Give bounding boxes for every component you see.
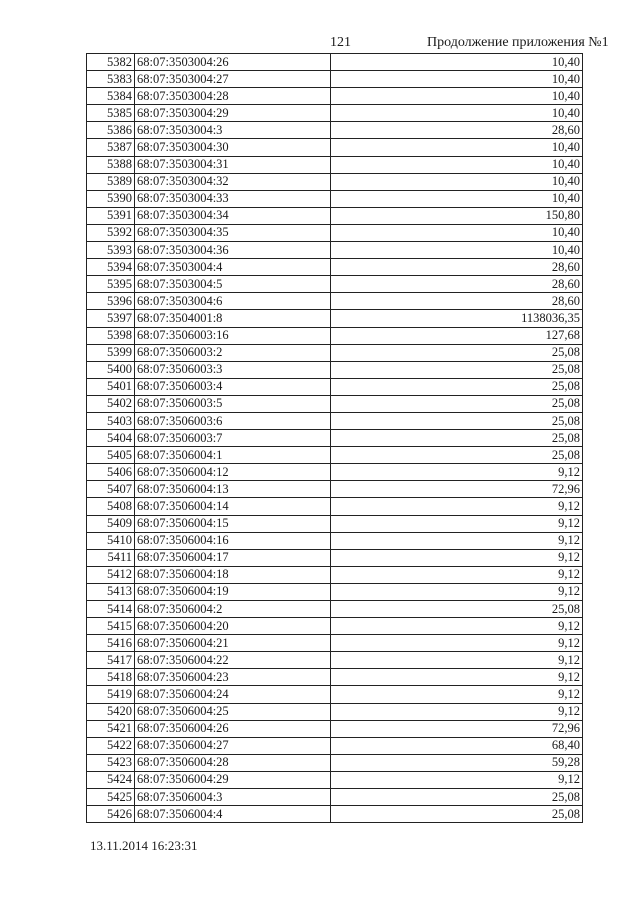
table-row bbox=[87, 344, 583, 361]
row-value: 25,08 bbox=[331, 447, 583, 464]
table-row bbox=[87, 515, 583, 532]
cadastral-number: 68:07:3506004:26 bbox=[135, 720, 331, 737]
table-row bbox=[87, 430, 583, 447]
table-row bbox=[87, 310, 583, 327]
cadastral-number: 68:07:3506004:22 bbox=[135, 652, 331, 669]
cadastral-number: 68:07:3503004:6 bbox=[135, 293, 331, 310]
cadastral-number: 68:07:3503004:32 bbox=[135, 173, 331, 190]
row-value: 10,40 bbox=[331, 54, 583, 71]
row-value: 9,12 bbox=[331, 635, 583, 652]
cadastral-number: 68:07:3506004:12 bbox=[135, 464, 331, 481]
cadastral-number: 68:07:3506004:14 bbox=[135, 498, 331, 515]
table-row bbox=[87, 720, 583, 737]
row-number: 5412 bbox=[87, 566, 135, 583]
table-row bbox=[87, 276, 583, 293]
row-number: 5418 bbox=[87, 669, 135, 686]
row-number: 5396 bbox=[87, 293, 135, 310]
row-number: 5425 bbox=[87, 789, 135, 806]
row-value: 127,68 bbox=[331, 327, 583, 344]
row-number: 5410 bbox=[87, 532, 135, 549]
row-value: 68,40 bbox=[331, 737, 583, 754]
row-value: 10,40 bbox=[331, 71, 583, 88]
cadastral-number: 68:07:3506004:3 bbox=[135, 789, 331, 806]
row-value: 10,40 bbox=[331, 105, 583, 122]
table-row bbox=[87, 327, 583, 344]
row-value: 9,12 bbox=[331, 618, 583, 635]
row-value: 72,96 bbox=[331, 481, 583, 498]
cadastral-number: 68:07:3503004:31 bbox=[135, 156, 331, 173]
row-number: 5388 bbox=[87, 156, 135, 173]
table-row bbox=[87, 447, 583, 464]
cadastral-number: 68:07:3503004:27 bbox=[135, 71, 331, 88]
table-row bbox=[87, 378, 583, 395]
table-row bbox=[87, 122, 583, 139]
row-number: 5391 bbox=[87, 207, 135, 224]
cadastral-number: 68:07:3506004:21 bbox=[135, 635, 331, 652]
table-row bbox=[87, 293, 583, 310]
cadastral-number: 68:07:3503004:4 bbox=[135, 259, 331, 276]
cadastral-number: 68:07:3506004:1 bbox=[135, 447, 331, 464]
row-value: 25,08 bbox=[331, 601, 583, 618]
table-row bbox=[87, 242, 583, 259]
row-number: 5408 bbox=[87, 498, 135, 515]
row-value: 9,12 bbox=[331, 532, 583, 549]
row-number: 5401 bbox=[87, 378, 135, 395]
page-number: 121 bbox=[330, 35, 351, 50]
cadastral-number: 68:07:3503004:36 bbox=[135, 242, 331, 259]
table-row bbox=[87, 789, 583, 806]
row-value: 9,12 bbox=[331, 703, 583, 720]
table-row bbox=[87, 54, 583, 71]
continuation-heading: Продолжение приложения №1 bbox=[427, 35, 609, 50]
row-value: 28,60 bbox=[331, 276, 583, 293]
table-row bbox=[87, 190, 583, 207]
table-row bbox=[87, 207, 583, 224]
table-row bbox=[87, 224, 583, 241]
table-row bbox=[87, 259, 583, 276]
table-row bbox=[87, 361, 583, 378]
row-value: 25,08 bbox=[331, 344, 583, 361]
row-number: 5393 bbox=[87, 242, 135, 259]
row-number: 5403 bbox=[87, 412, 135, 429]
row-number: 5411 bbox=[87, 549, 135, 566]
row-number: 5424 bbox=[87, 771, 135, 788]
cadastral-number: 68:07:3503004:35 bbox=[135, 224, 331, 241]
cadastral-number: 68:07:3506003:5 bbox=[135, 395, 331, 412]
row-value: 1138036,35 bbox=[331, 310, 583, 327]
row-value: 72,96 bbox=[331, 720, 583, 737]
cadastral-number: 68:07:3506004:25 bbox=[135, 703, 331, 720]
row-number: 5423 bbox=[87, 754, 135, 771]
cadastral-number: 68:07:3506004:16 bbox=[135, 532, 331, 549]
row-value: 28,60 bbox=[331, 293, 583, 310]
row-number: 5407 bbox=[87, 481, 135, 498]
cadastral-number: 68:07:3504001:8 bbox=[135, 310, 331, 327]
row-number: 5394 bbox=[87, 259, 135, 276]
row-value: 9,12 bbox=[331, 566, 583, 583]
table-row bbox=[87, 771, 583, 788]
cadastral-number: 68:07:3506004:13 bbox=[135, 481, 331, 498]
row-number: 5404 bbox=[87, 430, 135, 447]
row-value: 9,12 bbox=[331, 771, 583, 788]
row-value: 25,08 bbox=[331, 806, 583, 823]
row-value: 25,08 bbox=[331, 395, 583, 412]
cadastral-number: 68:07:3503004:33 bbox=[135, 190, 331, 207]
row-value: 25,08 bbox=[331, 361, 583, 378]
table-row bbox=[87, 88, 583, 105]
row-value: 9,12 bbox=[331, 669, 583, 686]
cadastral-number: 68:07:3506004:20 bbox=[135, 618, 331, 635]
cadastral-number: 68:07:3503004:26 bbox=[135, 54, 331, 71]
cadastral-number: 68:07:3503004:29 bbox=[135, 105, 331, 122]
cadastral-number: 68:07:3506003:4 bbox=[135, 378, 331, 395]
table-row bbox=[87, 618, 583, 635]
row-value: 28,60 bbox=[331, 259, 583, 276]
cadastral-number: 68:07:3506003:7 bbox=[135, 430, 331, 447]
table-row bbox=[87, 566, 583, 583]
row-number: 5386 bbox=[87, 122, 135, 139]
table-row bbox=[87, 669, 583, 686]
registry-table bbox=[86, 53, 583, 823]
row-number: 5406 bbox=[87, 464, 135, 481]
table-row bbox=[87, 395, 583, 412]
row-value: 10,40 bbox=[331, 224, 583, 241]
row-number: 5384 bbox=[87, 88, 135, 105]
row-value: 9,12 bbox=[331, 652, 583, 669]
row-value: 9,12 bbox=[331, 583, 583, 600]
cadastral-number: 68:07:3506004:17 bbox=[135, 549, 331, 566]
row-number: 5409 bbox=[87, 515, 135, 532]
table-row bbox=[87, 549, 583, 566]
cadastral-number: 68:07:3506004:4 bbox=[135, 806, 331, 823]
row-value: 10,40 bbox=[331, 88, 583, 105]
row-number: 5398 bbox=[87, 327, 135, 344]
cadastral-number: 68:07:3503004:3 bbox=[135, 122, 331, 139]
row-value: 9,12 bbox=[331, 686, 583, 703]
row-number: 5426 bbox=[87, 806, 135, 823]
row-value: 25,08 bbox=[331, 412, 583, 429]
cadastral-number: 68:07:3506004:18 bbox=[135, 566, 331, 583]
cadastral-number: 68:07:3506004:28 bbox=[135, 754, 331, 771]
row-number: 5385 bbox=[87, 105, 135, 122]
cadastral-number: 68:07:3506003:3 bbox=[135, 361, 331, 378]
table-row bbox=[87, 806, 583, 823]
row-number: 5400 bbox=[87, 361, 135, 378]
cadastral-number: 68:07:3506004:24 bbox=[135, 686, 331, 703]
table-row bbox=[87, 703, 583, 720]
row-value: 28,60 bbox=[331, 122, 583, 139]
table-row bbox=[87, 737, 583, 754]
row-number: 5392 bbox=[87, 224, 135, 241]
row-number: 5397 bbox=[87, 310, 135, 327]
cadastral-number: 68:07:3506004:19 bbox=[135, 583, 331, 600]
cadastral-number: 68:07:3506004:15 bbox=[135, 515, 331, 532]
row-value: 25,08 bbox=[331, 789, 583, 806]
row-value: 9,12 bbox=[331, 549, 583, 566]
row-number: 5416 bbox=[87, 635, 135, 652]
registry-table-body bbox=[87, 54, 583, 823]
table-row bbox=[87, 498, 583, 515]
row-number: 5390 bbox=[87, 190, 135, 207]
cadastral-number: 68:07:3506004:23 bbox=[135, 669, 331, 686]
table-row bbox=[87, 412, 583, 429]
row-value: 10,40 bbox=[331, 190, 583, 207]
row-number: 5383 bbox=[87, 71, 135, 88]
row-number: 5382 bbox=[87, 54, 135, 71]
cadastral-number: 68:07:3503004:30 bbox=[135, 139, 331, 156]
row-number: 5419 bbox=[87, 686, 135, 703]
row-number: 5415 bbox=[87, 618, 135, 635]
cadastral-number: 68:07:3506004:2 bbox=[135, 601, 331, 618]
cadastral-number: 68:07:3506003:6 bbox=[135, 412, 331, 429]
table-row bbox=[87, 583, 583, 600]
row-number: 5422 bbox=[87, 737, 135, 754]
cadastral-number: 68:07:3506003:16 bbox=[135, 327, 331, 344]
row-number: 5417 bbox=[87, 652, 135, 669]
cadastral-number: 68:07:3506004:29 bbox=[135, 771, 331, 788]
row-number: 5420 bbox=[87, 703, 135, 720]
table-row bbox=[87, 105, 583, 122]
cadastral-number: 68:07:3503004:34 bbox=[135, 207, 331, 224]
row-number: 5421 bbox=[87, 720, 135, 737]
table-row bbox=[87, 532, 583, 549]
table-row bbox=[87, 481, 583, 498]
table-row bbox=[87, 686, 583, 703]
row-value: 10,40 bbox=[331, 156, 583, 173]
cadastral-number: 68:07:3506004:27 bbox=[135, 737, 331, 754]
table-row bbox=[87, 652, 583, 669]
row-value: 59,28 bbox=[331, 754, 583, 771]
table-row bbox=[87, 754, 583, 771]
row-number: 5387 bbox=[87, 139, 135, 156]
table-row bbox=[87, 139, 583, 156]
row-value: 10,40 bbox=[331, 139, 583, 156]
row-value: 9,12 bbox=[331, 498, 583, 515]
row-value: 9,12 bbox=[331, 515, 583, 532]
row-number: 5413 bbox=[87, 583, 135, 600]
row-number: 5402 bbox=[87, 395, 135, 412]
row-value: 10,40 bbox=[331, 242, 583, 259]
table-row bbox=[87, 464, 583, 481]
table-row bbox=[87, 635, 583, 652]
cadastral-number: 68:07:3503004:5 bbox=[135, 276, 331, 293]
row-value: 25,08 bbox=[331, 378, 583, 395]
cadastral-number: 68:07:3503004:28 bbox=[135, 88, 331, 105]
row-number: 5414 bbox=[87, 601, 135, 618]
row-value: 9,12 bbox=[331, 464, 583, 481]
table-row bbox=[87, 71, 583, 88]
print-timestamp: 13.11.2014 16:23:31 bbox=[90, 838, 198, 853]
row-value: 10,40 bbox=[331, 173, 583, 190]
row-number: 5389 bbox=[87, 173, 135, 190]
row-value: 150,80 bbox=[331, 207, 583, 224]
table-row bbox=[87, 601, 583, 618]
row-number: 5395 bbox=[87, 276, 135, 293]
table-row bbox=[87, 173, 583, 190]
cadastral-number: 68:07:3506003:2 bbox=[135, 344, 331, 361]
row-value: 25,08 bbox=[331, 430, 583, 447]
row-number: 5405 bbox=[87, 447, 135, 464]
table-row bbox=[87, 156, 583, 173]
row-number: 5399 bbox=[87, 344, 135, 361]
